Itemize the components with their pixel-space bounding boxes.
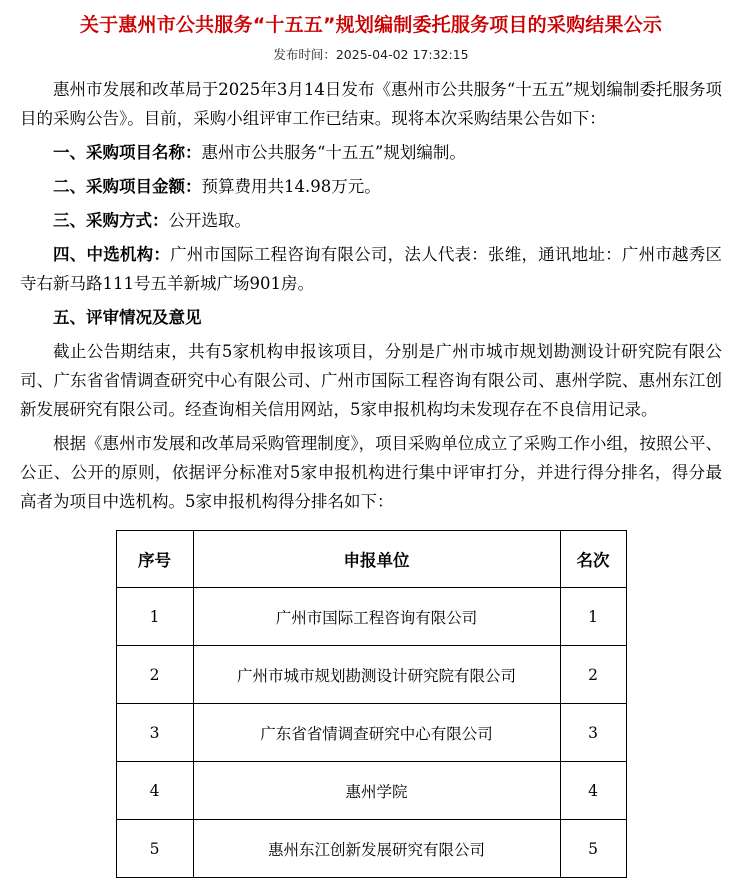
table-row xyxy=(116,646,626,704)
cell-unit: 广东省省情调查研究中心有限公司 xyxy=(193,704,560,762)
section-item-3 xyxy=(20,206,722,235)
column-header-rank: 名次 xyxy=(560,531,626,588)
paragraph-intro xyxy=(20,75,722,133)
page-title: 关于惠州市公共服务“十五五”规划编制委托服务项目的采购结果公示 xyxy=(79,14,663,36)
cell-index: 1 xyxy=(116,588,193,646)
section-item-4 xyxy=(20,240,722,298)
cell-rank: 3 xyxy=(560,704,626,762)
ranking-table xyxy=(116,530,627,878)
cell-rank: 2 xyxy=(560,646,626,704)
table-row xyxy=(116,588,626,646)
cell-rank: 4 xyxy=(560,762,626,820)
cell-index: 4 xyxy=(116,762,193,820)
column-header-unit: 申报单位 xyxy=(193,531,560,588)
cell-unit: 惠州东江创新发展研究有限公司 xyxy=(193,820,560,878)
table-header-row xyxy=(116,531,626,588)
table-body xyxy=(116,588,626,878)
intro-text: 惠州市发展和改革局于2025年3月14日发布《惠州市公共服务“十五五”规划编制委托服务项目的采购公告》。目前，采购小组评审工作已结束。现将本次采购结果公告如下： xyxy=(20,80,722,128)
section-3-text: 公开选取。 xyxy=(168,211,251,230)
applicants-text: 截止公告期结束，共有5家机构申报该项目，分别是广州市城市规划勘测设计研究院有限公司、广东省省情调查研究中心有限公司、广州市国际工程咨询有限公司、惠州学院、惠州东江创新发展研究有限公司。经查询相关信用网站，5家申报机构均未发现存在不良信用记录。 xyxy=(20,342,722,419)
section-item-5 xyxy=(20,303,722,332)
ranking-table-container xyxy=(20,521,722,878)
cell-rank: 5 xyxy=(560,820,626,878)
cell-index: 3 xyxy=(116,704,193,762)
section-item-2 xyxy=(20,172,722,201)
document-body xyxy=(20,63,722,516)
cell-unit: 惠州学院 xyxy=(193,762,560,820)
paragraph-scoring xyxy=(20,429,722,516)
cell-rank: 1 xyxy=(560,588,626,646)
section-1-label: 一、采购项目名称： xyxy=(53,143,202,162)
section-2-label: 二、采购项目金额： xyxy=(53,177,202,196)
cell-index: 2 xyxy=(116,646,193,704)
publish-time: 发布时间：2025-04-02 17:32:15 xyxy=(273,47,469,62)
table-row xyxy=(116,762,626,820)
section-2-text: 预算费用共14.98万元。 xyxy=(201,177,381,196)
cell-unit: 广州市城市规划勘测设计研究院有限公司 xyxy=(193,646,560,704)
table-row xyxy=(116,820,626,878)
column-header-index: 序号 xyxy=(116,531,193,588)
section-4-label: 四、中选机构： xyxy=(53,245,171,264)
section-4-text: 广州市国际工程咨询有限公司，法人代表：张维，通讯地址：广州市越秀区寺右新马路111号五羊新城广场901房。 xyxy=(20,245,723,293)
table-row xyxy=(116,704,626,762)
scoring-text: 根据《惠州市发展和改革局采购管理制度》，项目采购单位成立了采购工作小组，按照公平、公正、公开的原则，依据评分标准对5家申报机构进行集中评审打分，并进行得分排名，得分最高者为项目中选机构。5家申报机构得分排名如下： xyxy=(20,434,722,511)
cell-unit: 广州市国际工程咨询有限公司 xyxy=(193,588,560,646)
section-3-label: 三、采购方式： xyxy=(53,211,169,230)
section-item-1 xyxy=(20,138,722,167)
section-5-label: 五、评审情况及意见 xyxy=(53,308,202,327)
cell-index: 5 xyxy=(116,820,193,878)
paragraph-applicants xyxy=(20,337,722,424)
section-1-text: 惠州市公共服务“十五五”规划编制。 xyxy=(201,143,466,162)
